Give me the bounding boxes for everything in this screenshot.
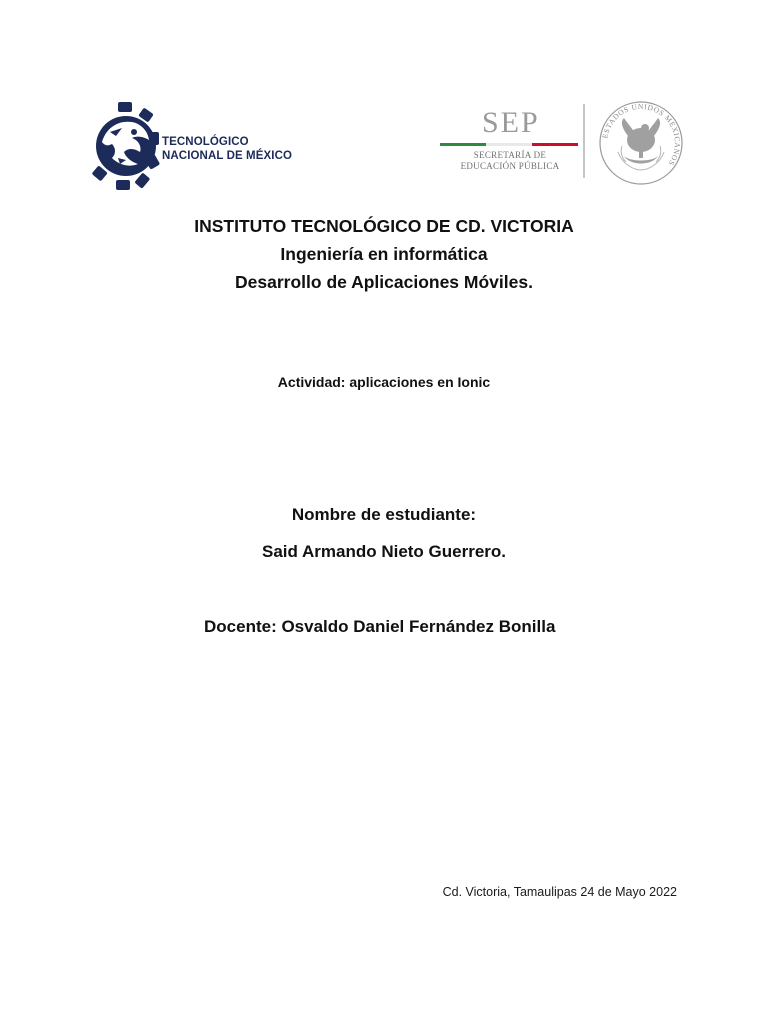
sep-logo <box>438 106 588 182</box>
mexican-seal-icon <box>598 100 684 186</box>
tecnm-logo <box>92 102 292 192</box>
activity-title: Actividad: aplicaciones en Ionic <box>277 374 491 390</box>
tecnm-logo-line1: TECNOLÓGICO <box>162 136 249 148</box>
sep-subtitle-line2: EDUCACIÓN PÚBLICA <box>460 161 560 171</box>
institution-name: INSTITUTO TECNOLÓGICO DE CD. VICTORIA <box>194 216 574 236</box>
tecnm-eagle-gear-icon <box>92 102 160 190</box>
logo-divider <box>583 104 585 178</box>
title-block <box>0 212 768 296</box>
course-name: Desarrollo de Aplicaciones Móviles. <box>235 272 533 292</box>
student-name: Said Armando Nieto Guerrero. <box>261 542 507 561</box>
student-label: Nombre de estudiante: <box>291 505 477 524</box>
sep-logo-title: SEP <box>482 106 540 139</box>
program-name: Ingeniería en informática <box>280 244 488 264</box>
place-date: Cd. Victoria, Tamaulipas 24 de Mayo 2022 <box>442 885 677 899</box>
teacher-name: Docente: Osvaldo Daniel Fernández Bonilla <box>204 617 556 636</box>
sep-tricolor-bar <box>440 143 578 146</box>
seal-inscription: ESTADOS UNIDOS MEXICANOS <box>600 101 683 168</box>
sep-subtitle-line1: SECRETARÍA DE <box>473 150 547 160</box>
tecnm-logo-line2: NACIONAL DE MÉXICO <box>162 150 293 162</box>
sep-logo-subtitle <box>454 150 566 172</box>
